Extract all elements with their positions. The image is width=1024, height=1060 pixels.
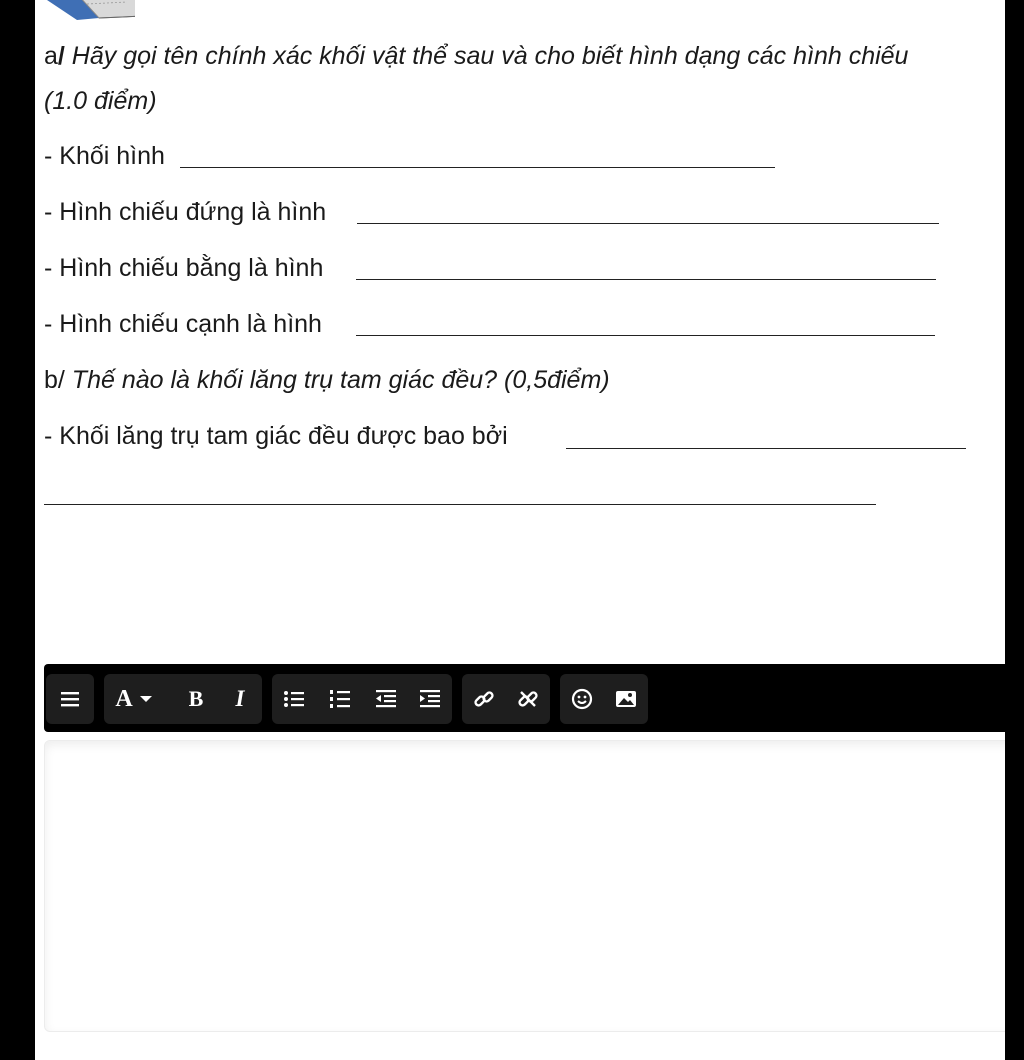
answer-blank-shape[interactable] [180, 167, 775, 168]
italic-icon: I [235, 686, 245, 711]
italic-button[interactable] [220, 674, 260, 724]
question-a-slash: / [57, 42, 65, 70]
numbered-list-icon[interactable] [320, 674, 360, 724]
answer-blank-prism[interactable] [566, 448, 966, 449]
outdent-icon[interactable] [366, 674, 406, 724]
question-a-prefix: a [44, 42, 58, 70]
editor-toolbar [44, 664, 1005, 732]
question-a [44, 41, 908, 71]
emoji-icon[interactable] [562, 674, 602, 724]
bold-icon: B [188, 686, 204, 711]
question-a-prompt: Hãy gọi tên chính xác khối vật thể sau và cho biết hình dạng các hình chiếu [64, 42, 909, 70]
answer-blank-front-view[interactable] [357, 223, 939, 224]
question-b [44, 365, 610, 395]
answer-line-side-view: - Hình chiếu cạnh là hình [44, 310, 322, 338]
prism-figure-icon [47, 0, 135, 22]
answer-line-shape: - Khối hình [44, 142, 165, 170]
answer-line-prism: - Khối lăng trụ tam giác đều được bao bởi [44, 422, 508, 450]
font-color-button[interactable] [106, 674, 162, 724]
unlink-icon[interactable] [508, 674, 548, 724]
answer-blank-prism-continued[interactable] [44, 504, 876, 505]
answer-blank-top-view[interactable] [356, 279, 936, 280]
bullet-list-icon[interactable] [274, 674, 314, 724]
image-icon[interactable] [606, 674, 646, 724]
answer-line-front-view: - Hình chiếu đứng là hình [44, 198, 327, 226]
question-a-points [44, 86, 157, 116]
menu-icon[interactable] [50, 674, 90, 724]
question-b-prefix: b/ [44, 366, 65, 394]
points-label: (1.0 điểm) [44, 87, 157, 115]
bold-button[interactable] [176, 674, 216, 724]
chevron-down-icon [139, 694, 153, 704]
answer-blank-side-view[interactable] [356, 335, 935, 336]
link-icon[interactable] [464, 674, 504, 724]
answer-editor[interactable] [44, 740, 1005, 1032]
answer-line-top-view: - Hình chiếu bằng là hình [44, 254, 324, 282]
font-color-icon: A [115, 685, 133, 712]
question-b-prompt: Thế nào là khối lăng trụ tam giác đều? (0,5điểm) [64, 366, 610, 394]
indent-icon[interactable] [410, 674, 450, 724]
document-page [35, 0, 1005, 1060]
